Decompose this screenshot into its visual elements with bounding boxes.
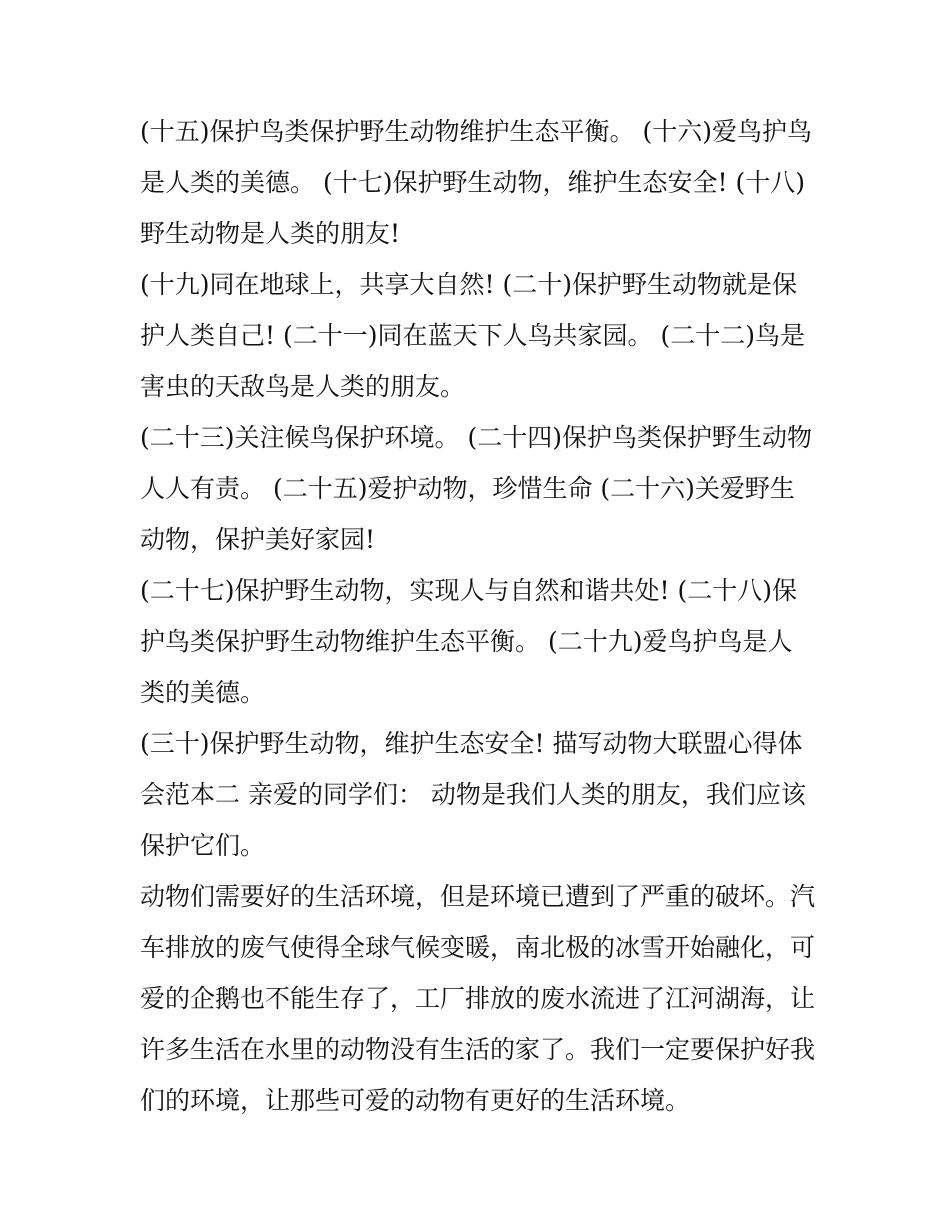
text-line: 护鸟类保护野生动物维护生态平衡。 (二十九)爱鸟护鸟是人 bbox=[140, 627, 793, 656]
text-line: 车排放的废气使得全球气候变暖，南北极的冰雪开始融化，可 bbox=[140, 933, 816, 962]
text-line: (二十三)关注候鸟保护环境。 (二十四)保护鸟类保护野生动物 bbox=[140, 423, 812, 452]
text-line: (十九)同在地球上，共享大自然! (二十)保护野生动物就是保 bbox=[140, 270, 798, 299]
text-line: (二十七)保护野生动物，实现人与自然和谐共处! (二十八)保 bbox=[140, 576, 798, 605]
text-line: 是人类的美德。 (十七)保护野生动物，维护生态安全! (十八) bbox=[140, 168, 805, 197]
text-line: 类的美德。 bbox=[140, 678, 266, 707]
text-line: 动物，保护美好家园! bbox=[140, 525, 376, 554]
text-line: 护人类自己! (二十一)同在蓝天下人鸟共家园。 (二十二)鸟是 bbox=[140, 321, 805, 350]
text-line: (十五)保护鸟类保护野生动物维护生态平衡。 (十六)爱鸟护鸟 bbox=[140, 117, 812, 146]
paragraph bbox=[140, 259, 820, 412]
document-body bbox=[140, 106, 820, 1126]
text-line: 动物们需要好的生活环境，但是环境已遭到了严重的破坏。汽 bbox=[140, 882, 816, 911]
text-line: (三十)保护野生动物，维护生态安全! 描写动物大联盟心得体 bbox=[140, 729, 803, 758]
text-line: 害虫的天敌鸟是人类的朋友。 bbox=[140, 372, 466, 401]
text-line: 保护它们。 bbox=[140, 831, 266, 860]
text-line: 许多生活在水里的动物没有生活的家了。我们一定要保护好我 bbox=[140, 1035, 816, 1064]
paragraph bbox=[140, 106, 820, 259]
paragraph bbox=[140, 565, 820, 718]
paragraph bbox=[140, 871, 820, 1126]
paragraph bbox=[140, 718, 820, 871]
text-line: 人人有责。 (二十五)爱护动物，珍惜生命 (二十六)关爱野生 bbox=[140, 474, 795, 503]
text-line: 野生动物是人类的朋友! bbox=[140, 219, 401, 248]
text-line: 会范本二 亲爱的同学们： 动物是我们人类的朋友，我们应该 bbox=[140, 780, 806, 809]
paragraph bbox=[140, 412, 820, 565]
text-line: 们的环境，让那些可爱的动物有更好的生活环境。 bbox=[140, 1086, 691, 1115]
text-line: 爱的企鹅也不能生存了，工厂排放的废水流进了江河湖海，让 bbox=[140, 984, 816, 1013]
